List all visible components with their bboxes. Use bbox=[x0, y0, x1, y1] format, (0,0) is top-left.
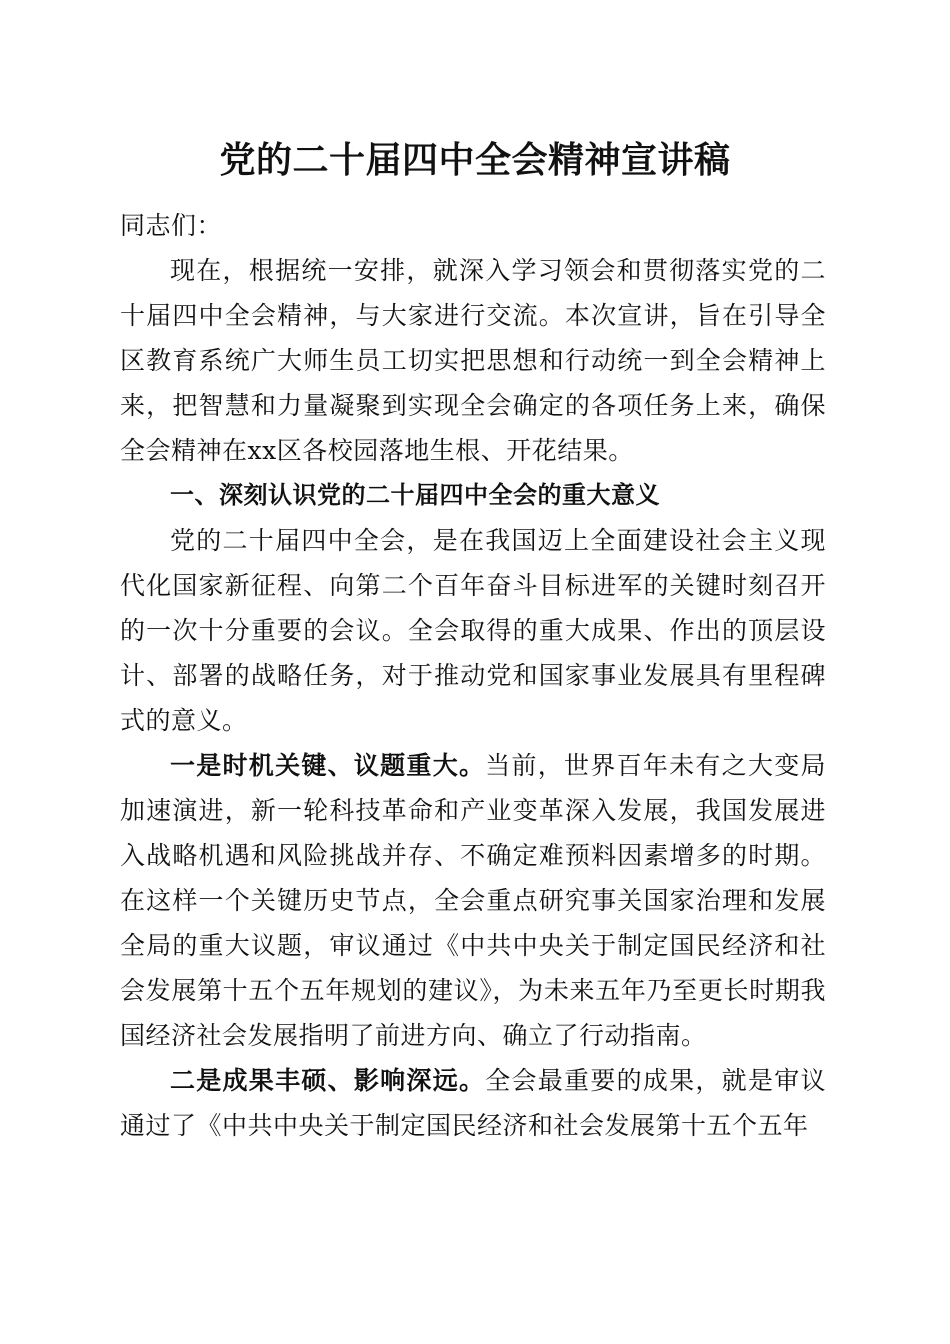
intro-paragraph: 现在，根据统一安排，就深入学习领会和贯彻落实党的二十届四中全会精神，与大家进行交流。本次宣讲，旨在引导全区教育系统广大师生员工切实把思想和行动统一到全会精神上来，把智慧和力量凝聚到实现全会确定的各项任务上来，确保全会精神在xx区各校园落地生根、开花结果。 bbox=[120, 256, 826, 465]
point-one-paragraph bbox=[120, 743, 826, 1058]
salutation: 同志们： bbox=[120, 211, 223, 240]
document-body bbox=[120, 203, 826, 1148]
point-two-text: 全会最重要的成果，就是审议通过了《中共中央关于制定国民经济和社会发展第十五个五年 bbox=[120, 1066, 826, 1140]
point-one-lead: 一是时机关键、议题重大。 bbox=[170, 751, 486, 780]
point-two-paragraph bbox=[120, 1058, 826, 1148]
document-title: 党的二十届四中全会精神宣讲稿 bbox=[219, 139, 731, 181]
point-one-text: 当前，世界百年未有之大变局加速演进，新一轮科技革命和产业变革深入发展，我国发展进入战略机遇和风险挑战并存、不确定难预料因素增多的时期。在这样一个关键历史节点，全会重点研究事关国家治理和发展全局的重大议题，审议通过《中共中央关于制定国民经济和社会发展第十五个五年规划的建议》，为未来五年乃至更长时期我国经济社会发展指明了前进方向、确立了行动指南。 bbox=[120, 751, 826, 1050]
point-two-lead: 二是成果丰硕、影响深远。 bbox=[170, 1066, 486, 1095]
section-heading: 一、深刻认识党的二十届四中全会的重大意义 bbox=[170, 481, 660, 509]
section-overview-paragraph: 党的二十届四中全会，是在我国迈上全面建设社会主义现代化国家新征程、向第二个百年奋斗目标进军的关键时刻召开的一次十分重要的会议。全会取得的重大成果、作出的顶层设计、部署的战略任务，对于推动党和国家事业发展具有里程碑式的意义。 bbox=[120, 526, 826, 735]
